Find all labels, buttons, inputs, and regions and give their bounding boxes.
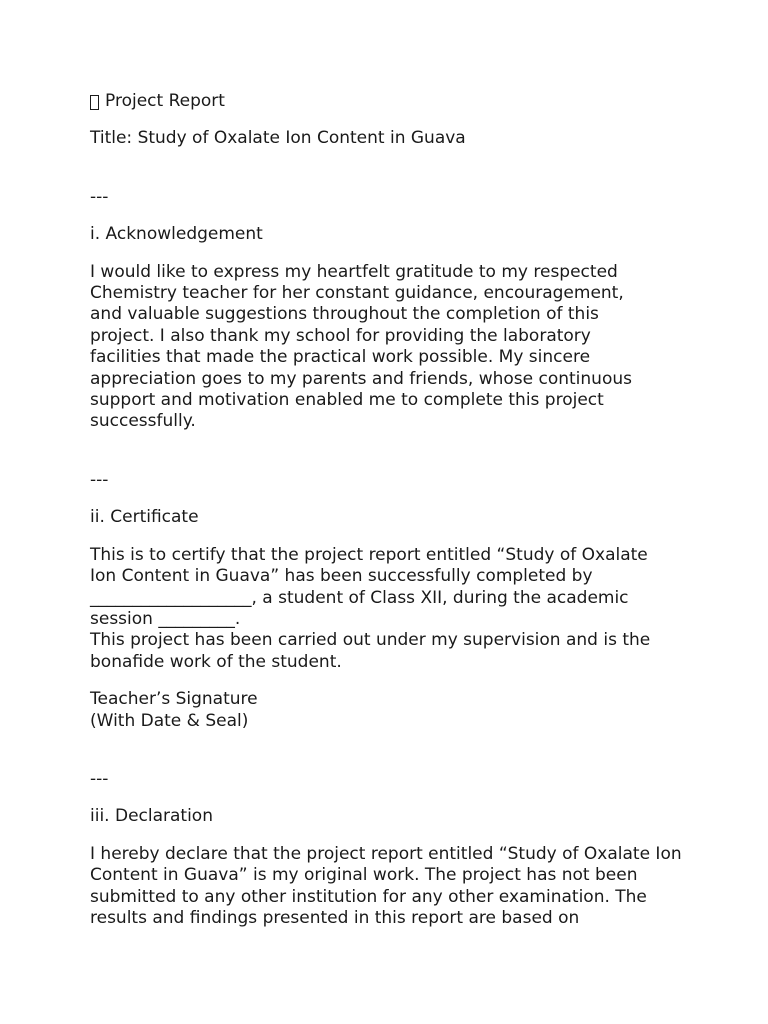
certificate-line: This is to certify that the project report entitled “Study of Oxalate — [90, 544, 648, 565]
report-title: Title: Study of Oxalate Ion Content in Guava — [90, 128, 466, 149]
certificate-line: Ion Content in Guava” has been successfully completed by — [90, 566, 593, 587]
report-header — [90, 91, 690, 112]
certificate-body — [90, 545, 690, 673]
separator-1: --- — [90, 186, 109, 207]
acknowledgement-heading: i. Acknowledgement — [90, 224, 263, 245]
declaration-body: I hereby declare that the project report entitled “Study of Oxalate Ion Content in Guava” is my original work. The project has not been submitted to any other institution for any other examination. The results and findings presented in this report are based on — [90, 843, 682, 928]
certificate-line: session _________. — [90, 608, 241, 629]
certificate-line: This project has been carried out under my supervision and is the — [90, 630, 651, 651]
report-header-text: Project Report — [105, 91, 225, 111]
separator-3: --- — [90, 768, 109, 789]
declaration-heading: iii. Declaration — [90, 806, 213, 827]
document-icon — [90, 95, 99, 110]
signature-note: (With Date & Seal) — [90, 710, 249, 731]
document-page — [90, 91, 690, 945]
separator-2: --- — [90, 469, 109, 490]
signature-label: Teacher’s Signature — [90, 689, 258, 710]
certificate-line: ___________________, a student of Class XII, during the academic — [90, 587, 629, 608]
acknowledgement-body: I would like to express my heartfelt gratitude to my respected Chemistry teacher for her constant guidance, encouragement, and valuable suggestions throughout the completion of this project. I also thank my school for providing the laboratory facilities that made the practical work possible. My sincere appreciation goes to my parents and friends, whose continuous support and motivation enabled me to complete this project successfully. — [90, 261, 632, 432]
certificate-line: bonafide work of the student. — [90, 651, 342, 672]
signature-block — [90, 689, 690, 732]
certificate-heading: ii. Certificate — [90, 507, 199, 528]
